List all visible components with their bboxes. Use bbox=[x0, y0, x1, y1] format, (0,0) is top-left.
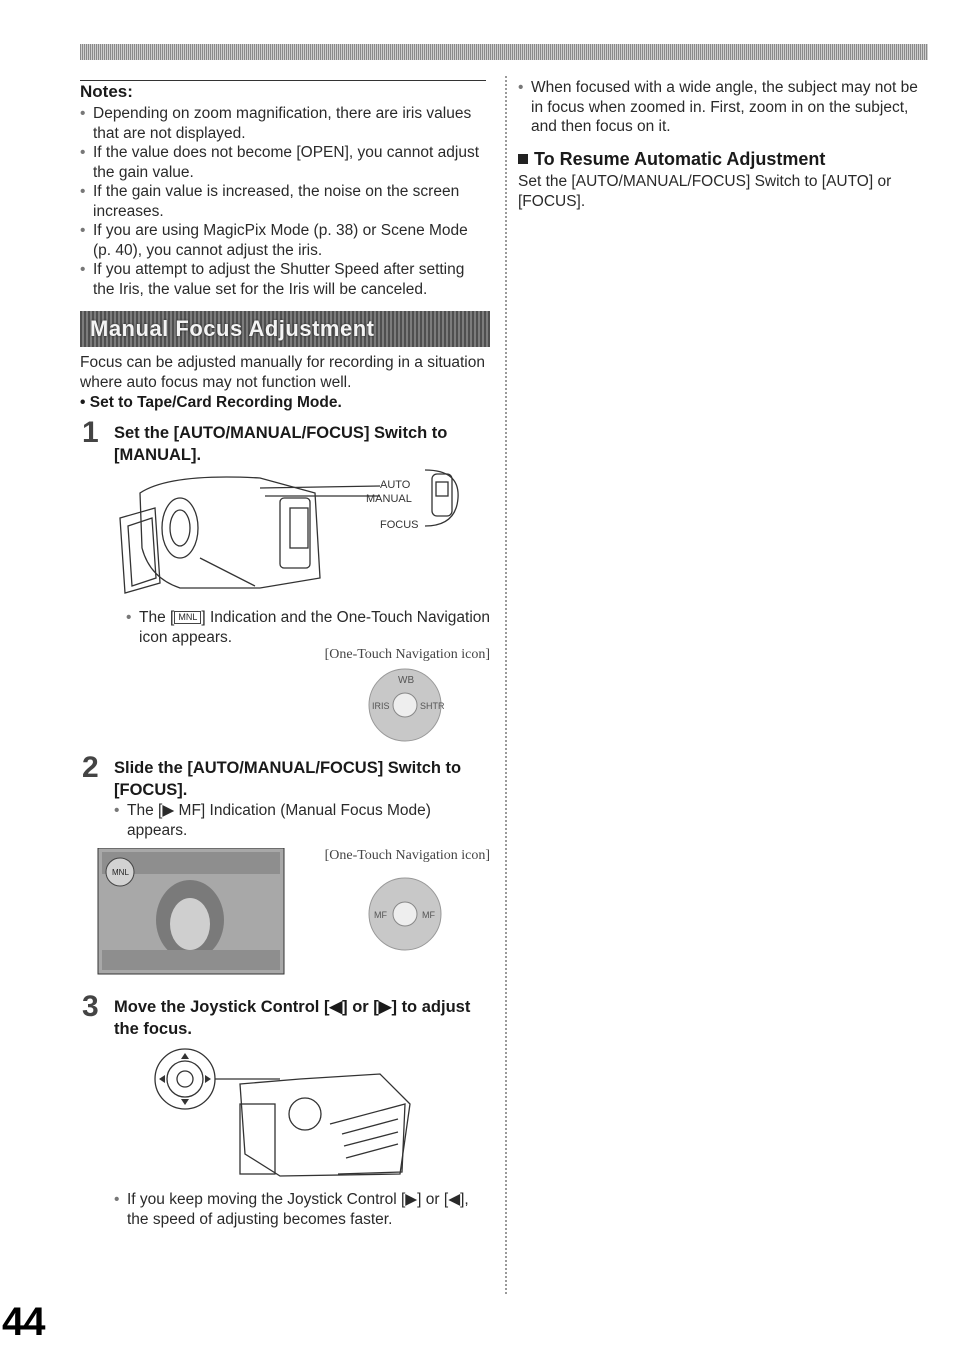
mf-navigation-icon bbox=[350, 870, 470, 960]
notes-list bbox=[80, 104, 490, 299]
resume-text: Set the [AUTO/MANUAL/FOCUS] Switch to [AUTO] or [FOCUS]. bbox=[518, 172, 892, 210]
step-title: Set the [AUTO/MANUAL/FOCUS] Switch to [MANUAL]. bbox=[114, 424, 448, 464]
joystick-illustration bbox=[80, 1044, 490, 1184]
switch-label-manual: MANUAL bbox=[366, 493, 412, 505]
notes-item: • If you attempt to adjust the Shutter Speed after setting the Iris, the value set for the Iris will be canceled. bbox=[80, 260, 490, 299]
column-divider bbox=[505, 76, 507, 1294]
nav-icon-caption: [One-Touch Navigation icon] bbox=[324, 848, 490, 863]
nav-icon-left: MF bbox=[374, 910, 387, 920]
page-number: 44 bbox=[2, 1300, 45, 1344]
notes-item: • Depending on zoom magnification, there are iris values that are not displayed. bbox=[80, 104, 490, 143]
step-3 bbox=[80, 990, 490, 1040]
header-bar bbox=[80, 44, 928, 60]
resume-heading bbox=[518, 149, 918, 170]
step-2-figures bbox=[80, 848, 490, 978]
switch-label-focus: FOCUS bbox=[380, 519, 419, 531]
right-column bbox=[518, 78, 918, 212]
step-2-notes bbox=[114, 801, 490, 840]
step-title: Move the Joystick Control [◀] or [▶] to adjust the focus. bbox=[114, 998, 471, 1038]
note-suffix: ] Indication and the One-Touch Navigation icon appears. bbox=[139, 609, 491, 646]
mnl-indicator-icon: MNL bbox=[174, 611, 201, 624]
nav-icon-figure bbox=[80, 663, 490, 743]
joystick-camcorder-illustration bbox=[80, 1044, 490, 1184]
switch-label-auto: AUTO bbox=[380, 479, 411, 491]
camcorder-switch-illustration bbox=[80, 468, 490, 608]
step-number: 1 bbox=[82, 416, 99, 449]
notes-item: • If you are using MagicPix Mode (p. 38) or Scene Mode (p. 40), you cannot adjust the iris. bbox=[80, 221, 490, 260]
screen-mnl-label: MNL bbox=[112, 868, 129, 877]
notes-rule bbox=[80, 80, 486, 81]
right-note: • When focused with a wide angle, the subject may not be in focus when zoomed in. First, zoom in on the subject, and then focus on it. bbox=[518, 78, 918, 137]
right-notes bbox=[518, 78, 918, 137]
step-title: Slide the [AUTO/MANUAL/FOCUS] Switch to [FOCUS]. bbox=[114, 759, 462, 799]
step-1-note bbox=[126, 608, 490, 647]
step-3-notes bbox=[114, 1190, 490, 1229]
resume-title: To Resume Automatic Adjustment bbox=[534, 148, 826, 169]
step-3-note: • If you keep moving the Joystick Control [▶] or [◀], the speed of adjusting becomes faster. bbox=[114, 1190, 490, 1229]
notes-item: • If the gain value is increased, the noise on the screen increases. bbox=[80, 182, 490, 221]
left-column bbox=[80, 82, 490, 1229]
step-2 bbox=[80, 751, 490, 801]
notes-title: Notes: bbox=[80, 82, 133, 101]
square-bullet-icon bbox=[518, 154, 528, 164]
nav-icon-right: MF bbox=[422, 910, 435, 920]
nav-icon-top: WB bbox=[398, 675, 415, 686]
nav-icon-right: SHTR bbox=[420, 701, 445, 711]
nav-icon-caption: [One-Touch Navigation icon] bbox=[324, 647, 490, 662]
step-1 bbox=[80, 416, 490, 466]
nav-icon-left: IRIS bbox=[372, 701, 390, 711]
camcorder-side-illustration bbox=[80, 468, 490, 608]
section-banner: Manual Focus Adjustment bbox=[80, 311, 490, 347]
step-2-note: • The [▶ MF] Indication (Manual Focus Mode) appears. bbox=[114, 801, 490, 840]
mode-instruction: • Set to Tape/Card Recording Mode. bbox=[80, 394, 342, 411]
one-touch-navigation-icon bbox=[80, 663, 490, 743]
notes-item: • If the value does not become [OPEN], you cannot adjust the gain value. bbox=[80, 143, 490, 182]
section-intro: Focus can be adjusted manually for recording in a situation where auto focus may not function well. bbox=[80, 354, 485, 391]
step-number: 3 bbox=[82, 990, 99, 1023]
step-number: 2 bbox=[82, 751, 99, 784]
note-prefix: The [ bbox=[139, 609, 175, 626]
step-1-notes bbox=[126, 608, 490, 647]
